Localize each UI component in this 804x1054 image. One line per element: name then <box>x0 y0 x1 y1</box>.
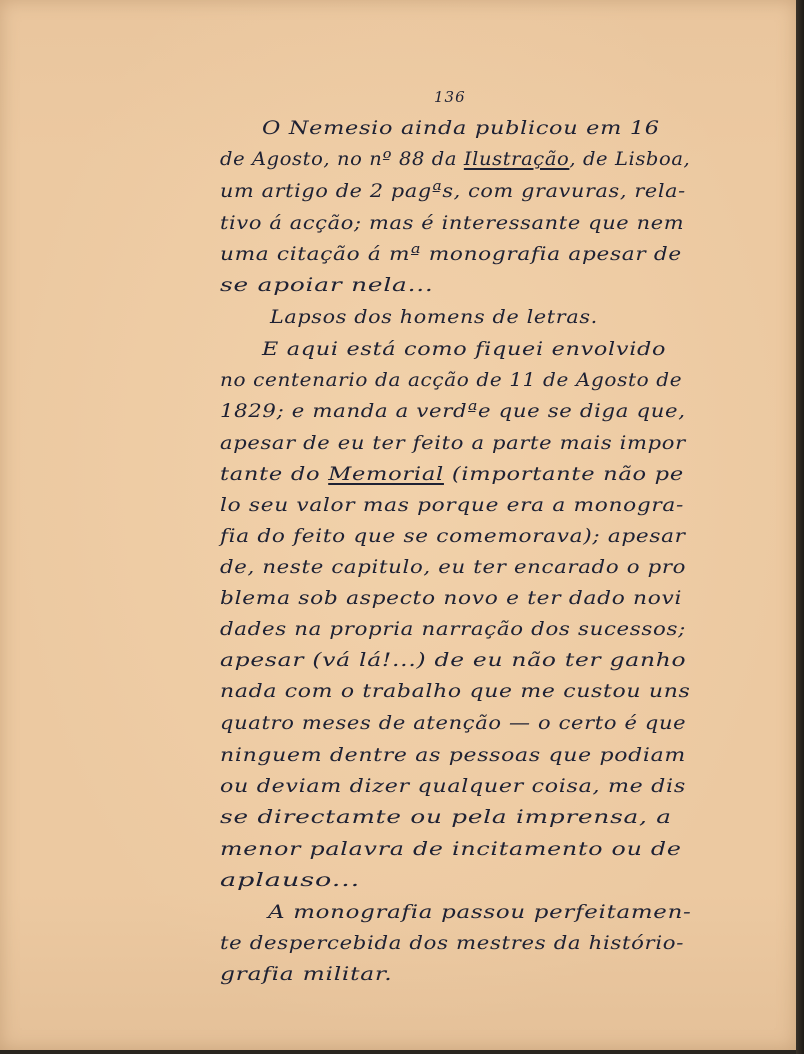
text-line: dades na propria narração dos sucessos; <box>220 618 686 640</box>
text-line: menor palavra de incitamento ou de <box>220 838 682 860</box>
text-line: uma citação á mª monografia apesar de <box>220 243 682 265</box>
text-line: blema sob aspecto novo e ter dado novi <box>220 587 683 609</box>
page-number: 136 <box>434 88 466 106</box>
text-line: ninguem dentre as pessoas que podiam <box>220 744 686 766</box>
text-line: E aqui está como fiquei envolvido <box>262 338 667 360</box>
page-edge <box>796 0 804 1054</box>
text-line: um artigo de 2 pagªs, com gravuras, rela- <box>220 180 686 202</box>
text-line: apesar de eu ter feito a parte mais impor <box>220 432 686 454</box>
work-title: Memorial <box>328 463 444 485</box>
text-line: A monografia passou perfeitamen- <box>268 901 692 923</box>
text-line: apesar (vá lá!...) de eu não ter ganho <box>220 649 687 671</box>
text-line: grafia militar. <box>220 963 393 985</box>
text-line: lo seu valor mas porque era a monogra- <box>220 494 685 516</box>
text-line: no centenario da acção de 11 de Agosto de <box>220 369 683 391</box>
text-line: 1829; e manda a verdªe que se diga que, <box>220 400 686 422</box>
text-line: tivo á acção; mas é interessante que nem <box>220 212 685 234</box>
periodical-title: Ilustração <box>463 148 570 170</box>
text-line: fia do feito que se comemorava); apesar <box>220 525 686 547</box>
text-line: O Nemesio ainda publicou em 16 <box>262 117 660 139</box>
text-line: Lapsos dos homens de letras. <box>270 306 598 328</box>
text-line: aplauso... <box>220 869 361 891</box>
text-line: tante do Memorial (importante não pe <box>220 463 684 485</box>
text-line: te despercebida dos mestres da histório- <box>220 932 685 954</box>
text-line: quatro meses de atenção — o certo é que <box>220 712 687 734</box>
text-line: de, neste capitulo, eu ter encarado o pro <box>220 556 687 578</box>
text-line: se directamte ou pela imprensa, a <box>220 806 672 828</box>
text-line: nada com o trabalho que me custou uns <box>220 680 691 702</box>
text-line: ou deviam dizer qualquer coisa, me dis <box>220 775 686 797</box>
text-line: se apoiar nela... <box>220 274 434 296</box>
text-line: de Agosto, no nº 88 da Ilustração, de Lisboa, <box>220 148 691 170</box>
